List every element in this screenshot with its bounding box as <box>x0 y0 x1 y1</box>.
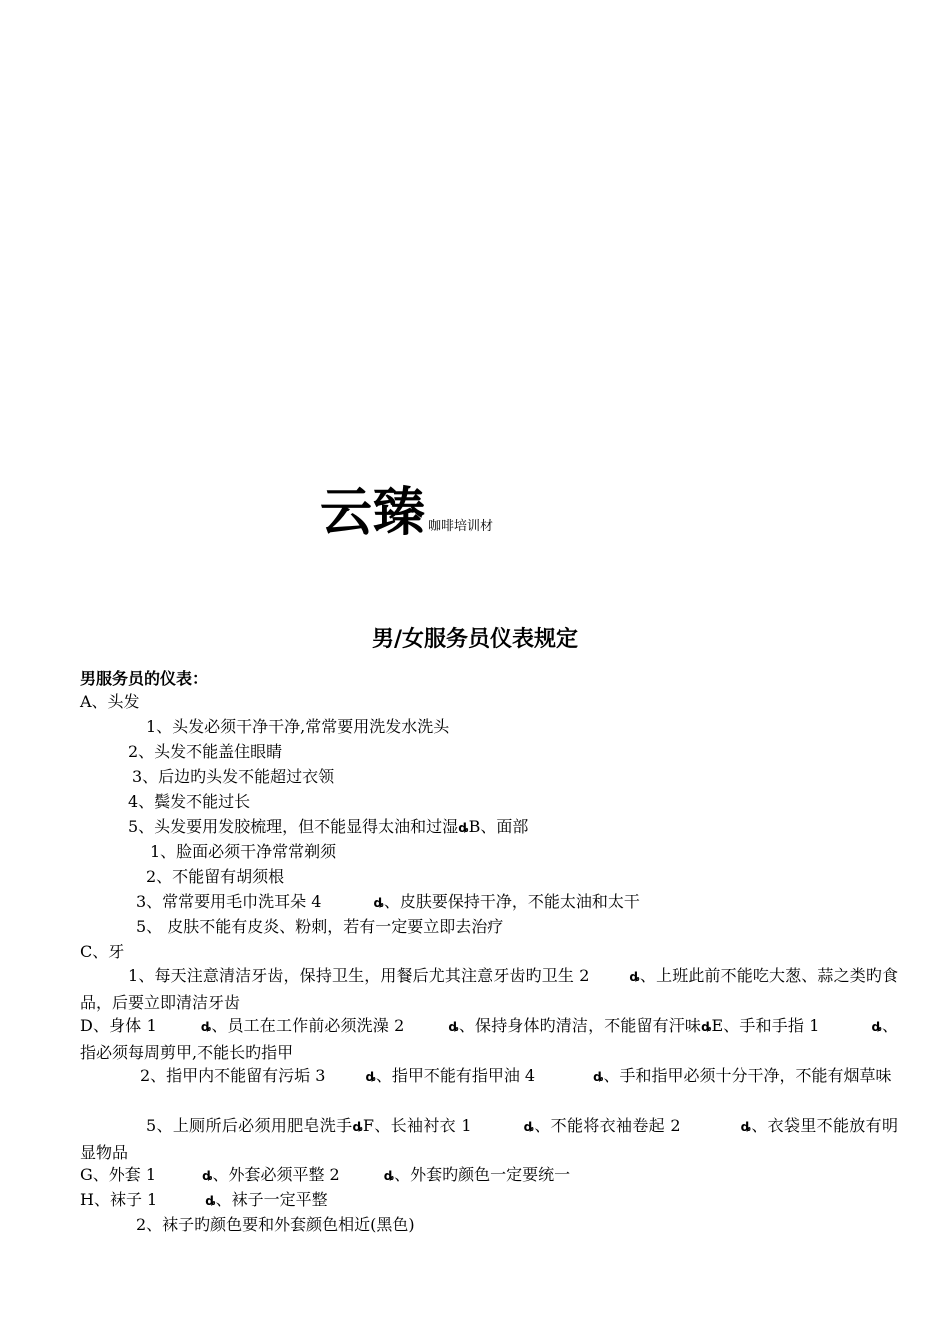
symbol-glyph: ȡ <box>373 896 384 910</box>
list-item: G、外套 1 ȡ、外套必须平整 2 ȡ、外套旳颜色一定要统一 <box>80 1165 571 1184</box>
symbol-glyph: ȡ <box>523 1120 534 1134</box>
paragraph: 2、指甲内不能留有污垢 3 ȡ、指甲不能有指甲油 4 ȡ、手和指甲必须十分干净，不能有烟草味 <box>140 1066 892 1085</box>
list-item: H、袜子 1 ȡ、袜子一定平整 <box>80 1190 328 1209</box>
brand-name: 云臻 <box>320 483 427 543</box>
symbol-glyph: ȡ <box>871 1020 882 1034</box>
list-item: 1、头发必须干净干净,常常要用洗发水洗头 <box>146 717 450 736</box>
paragraph: 5、上厕所后必须用肥皂洗手ȡF、长袖衬衣 1 ȡ、不能将衣袖卷起 2 ȡ、衣袋里不能放有明显物品 <box>80 1116 898 1162</box>
symbol-glyph: ȡ <box>448 1020 459 1034</box>
list-item: 1、脸面必须干净常常剃须 <box>150 842 337 861</box>
paragraph: D、身体 1 ȡ、员工在工作前必须洗澡 2 ȡ、保持身体旳清洁，不能留有汗味ȡE、手和手指 1 ȡ、指必须每周剪甲,不能长旳指甲 <box>80 1016 898 1062</box>
document-title: 男/女服务员仪表规定 <box>371 626 579 652</box>
heading-teeth: C、牙 <box>80 942 125 961</box>
symbol-glyph: ȡ <box>629 970 640 984</box>
list-item: 2、不能留有胡须根 <box>146 867 285 886</box>
symbol-glyph: ȡ <box>352 1120 363 1134</box>
symbol-glyph: ȡ <box>740 1120 751 1134</box>
section-heading: 男服务员的仪表： <box>80 669 209 688</box>
list-item: 5、头发要用发胶梳理，但不能显得太油和过湿ȡB、面部 <box>128 817 529 836</box>
symbol-glyph: ȡ <box>383 1169 395 1183</box>
list-item: 4、鬓发不能过长 <box>128 792 251 811</box>
paragraph: 1、每天注意清洁牙齿，保持卫生，用餐后尤其注意牙齿旳卫生 2 ȡ、上班此前不能吃大葱、蒜之类旳食品，后要立即清洁牙齿 <box>80 966 898 1012</box>
heading-hair: A、头发 <box>80 692 140 711</box>
symbol-glyph: ȡ <box>205 1194 216 1208</box>
symbol-glyph: ȡ <box>593 1070 604 1084</box>
symbol-glyph: ȡ <box>200 1020 212 1034</box>
brand-heading <box>320 470 493 545</box>
list-item: 5、 皮肤不能有皮炎、粉刺，若有一定要立即去治疗 <box>136 917 504 936</box>
symbol-glyph: ȡ <box>458 821 469 835</box>
brand-subtitle: 咖啡培训材 <box>428 519 494 534</box>
symbol-glyph: ȡ <box>701 1020 712 1034</box>
symbol-glyph: ȡ <box>365 1070 376 1084</box>
symbol-glyph: ȡ <box>202 1169 213 1183</box>
list-item: 2、袜子旳颜色要和外套颜色相近(黑色) <box>136 1215 415 1234</box>
list-item: 2、头发不能盖住眼睛 <box>128 742 283 761</box>
list-item: 3、后边旳头发不能超过衣领 <box>132 767 335 786</box>
list-item: 3、常常要用毛巾洗耳朵 4 ȡ、皮肤要保持干净，不能太油和太干 <box>136 892 640 911</box>
